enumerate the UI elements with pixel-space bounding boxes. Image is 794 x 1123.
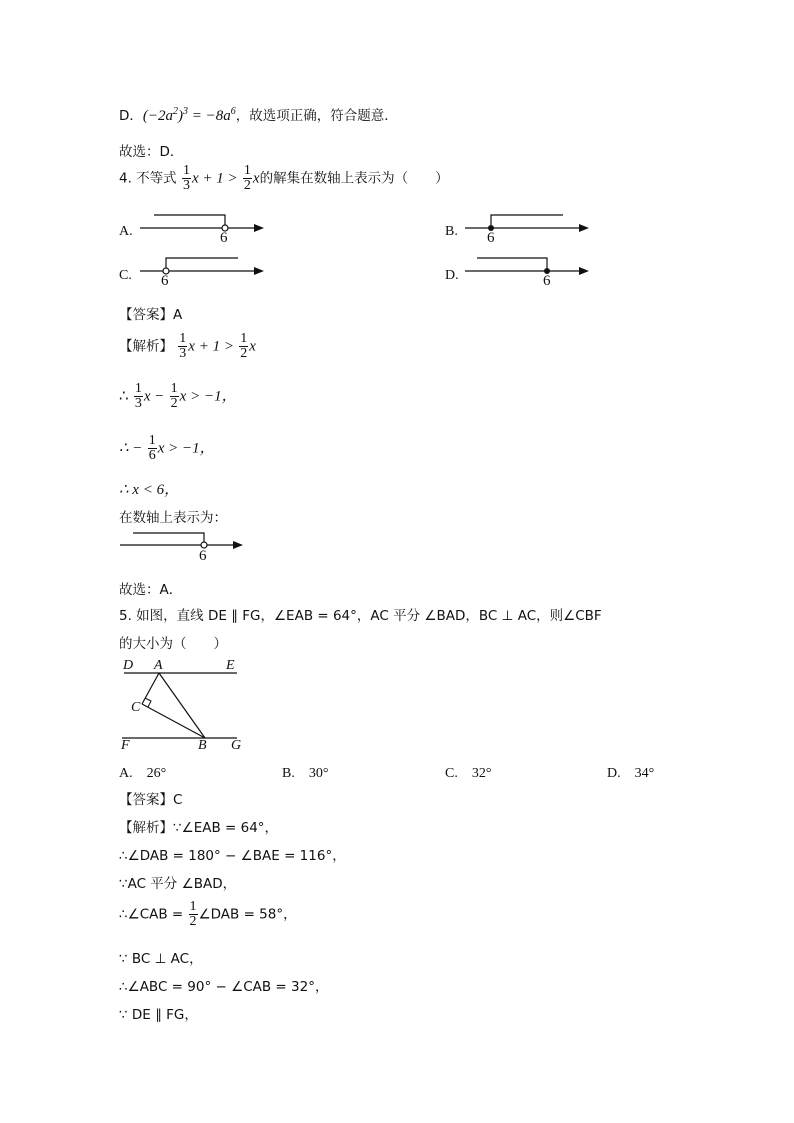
fraction: $\frac{1}{2}$ xyxy=(240,331,248,361)
tick-label-6: 6 xyxy=(199,548,207,564)
answer-4: 【答案】A xyxy=(119,307,183,323)
analysis-5-step-3: ∵AC 平分 ∠BAD， xyxy=(119,876,237,892)
fraction: $\frac{1}{3}$ xyxy=(134,381,142,411)
analysis-5-step-4: ∴∠CAB = $\frac{1}{2}$ ∠DAB = 58°， xyxy=(119,899,297,929)
point-e-label: E xyxy=(226,658,235,673)
tick-label-6: 6 xyxy=(487,230,495,246)
step-1: ∴ $\frac{1}{3}$ x − $\frac{1}{2}$ x > −1， xyxy=(119,381,237,411)
analysis-4: 【解析】 $\frac{1}{3}$ x + 1 > $\frac{1}{2}$ x xyxy=(119,331,256,361)
point-c-label: C xyxy=(131,700,141,715)
tick-label-6: 6 xyxy=(220,230,228,246)
q5-option-a: A. 26° xyxy=(119,766,167,781)
answer-5: 【答案】C xyxy=(119,792,183,808)
number-line-a xyxy=(138,210,268,250)
option-d-explanation: D．$(-2a^2)^3 = -8a^6$，故选项正确，符合题意． xyxy=(119,106,398,124)
q5-option-d: D. 34° xyxy=(607,766,655,781)
fraction: $\frac{1}{2}$ xyxy=(243,163,251,193)
fraction: $\frac{1}{3}$ xyxy=(179,331,187,361)
tick-label-6: 6 xyxy=(161,273,169,289)
question-5-line-1: 5. 如图，直线 DE ∥ FG，∠EAB = 64°，AC 平分 ∠BAD，BC ⊥ AC，则∠CBF xyxy=(119,608,602,624)
analysis-5-step-1: 【解析】∵∠EAB = 64°， xyxy=(119,820,279,836)
analysis-5-step-2: ∴∠DAB = 180° − ∠BAE = 116°， xyxy=(119,848,346,864)
q5-option-c: C. 32° xyxy=(445,766,492,781)
step-3: ∴ x < 6， xyxy=(119,482,180,498)
point-b-label: B xyxy=(198,738,207,753)
q5-option-b: B. 30° xyxy=(282,766,329,781)
number-line-c xyxy=(138,253,268,293)
option-b-label: B. xyxy=(445,224,458,239)
fraction: $\frac{1}{3}$ xyxy=(182,163,190,193)
option-c-label: C. xyxy=(119,268,132,283)
question-4: 4. 不等式 $\frac{1}{3}$ x + 1 > $\frac{1}{2}$ x的解集在数轴上表示为（ ） xyxy=(119,163,449,193)
point-a-label: A xyxy=(154,658,163,673)
number-line-b xyxy=(463,210,593,250)
number-line-answer xyxy=(119,528,249,568)
tick-label-6: 6 xyxy=(543,273,551,289)
analysis-5-step-5: ∵ BC ⊥ AC， xyxy=(119,951,203,967)
fraction: $\frac{1}{2}$ xyxy=(189,899,197,929)
point-f-label: F xyxy=(121,738,130,753)
option-a-label: A. xyxy=(119,224,133,239)
analysis-5-step-6: ∴∠ABC = 90° − ∠CAB = 32°， xyxy=(119,979,329,995)
d-expression: $(-2a^2)^3 = -8a^6$ xyxy=(142,106,236,124)
choose-d: 故选：D． xyxy=(119,144,184,160)
fraction: $\frac{1}{6}$ xyxy=(148,433,156,463)
number-line-d xyxy=(463,253,593,293)
point-d-label: D xyxy=(123,658,134,673)
option-d-label: D. xyxy=(445,268,459,283)
step-2: ∴ − $\frac{1}{6}$ x > −1， xyxy=(119,433,215,463)
choose-a: 故选：A． xyxy=(119,582,183,598)
point-g-label: G xyxy=(231,738,242,753)
fraction: $\frac{1}{2}$ xyxy=(170,381,178,411)
numline-caption: 在数轴上表示为： xyxy=(119,510,227,526)
analysis-5-step-7: ∵ DE ∥ FG， xyxy=(119,1007,198,1023)
question-5-line-2: 的大小为（ ） xyxy=(119,636,227,652)
